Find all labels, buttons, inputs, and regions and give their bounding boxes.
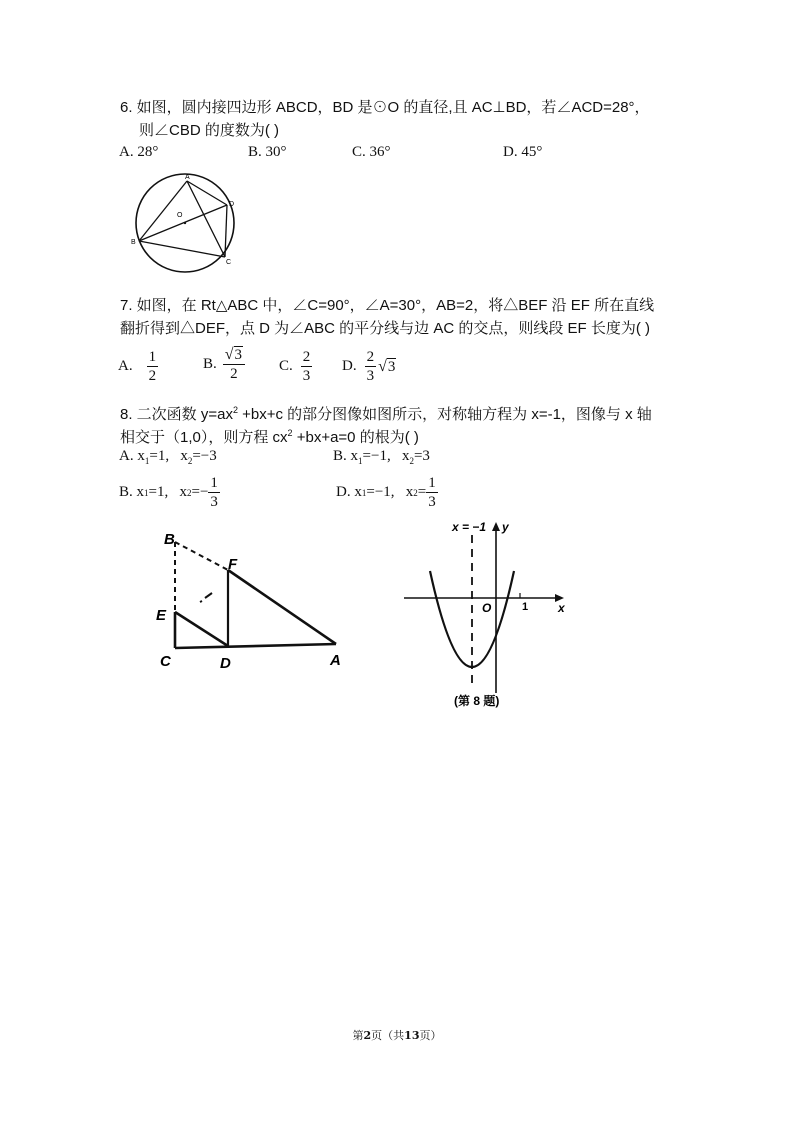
q7-stem-line1: 7. 如图，在 Rt△ABC 中，∠C=90°，∠A=30°，AB=2，将△BEF 沿 EF 所在直线	[120, 297, 655, 314]
q6-option-a: A. 28°	[119, 144, 159, 160]
q8-line2-a: 相交于（1,0），则方程 cx	[120, 429, 288, 446]
q8-x-label: x	[558, 601, 565, 615]
q7-option-a-num: 1	[148, 349, 157, 365]
q8-option-c-fraction: $\frac{1}{3}$	[210, 475, 218, 510]
q8-stem-line2	[120, 421, 419, 450]
q6-label-d: D	[229, 201, 235, 208]
q8-option-c: B. x 1 = 1 , x 2 = − $\frac{1}{3}$	[119, 475, 218, 510]
q7-option-b-fraction	[223, 346, 245, 383]
q8-option-b: B. $x_1=-1$, $x_2=3$	[333, 448, 430, 466]
q7-option-b-num: 3	[234, 347, 243, 363]
q7-label-a: A	[330, 652, 341, 669]
q7-option-a	[118, 348, 158, 385]
q8-axis-label: x = −1	[452, 520, 487, 534]
q8-origin-label: O	[482, 601, 492, 615]
q7-option-d-den: 3	[366, 368, 375, 384]
q6-circle-figure	[125, 170, 245, 280]
q6-option-d: D. 45°	[503, 144, 543, 160]
q7-option-a-den: 2	[148, 368, 157, 384]
q7-option-c	[279, 348, 312, 385]
q8-option-a: A. $x_1=1$, $x_2=-3$	[119, 448, 217, 466]
q7-option-b-letter: B.	[203, 356, 217, 372]
q7-option-b-sqrt: √ 3	[224, 346, 243, 363]
q7-option-c-num: 2	[302, 349, 311, 365]
q7-option-a-letter: A.	[118, 358, 133, 374]
q6-option-c: C. 36°	[352, 144, 391, 160]
q7-option-c-den: 3	[302, 368, 311, 384]
q8-option-d: D. x 1 = −1 , x 2 = $\frac{1}{3}$	[336, 475, 436, 510]
page-footer: 第2页（共13页）	[352, 1029, 442, 1042]
q7-option-d-num: 2	[366, 349, 375, 365]
q7-option-c-letter: C.	[279, 358, 293, 374]
q7-triangle-figure	[150, 520, 350, 680]
q7-option-c-fraction	[301, 348, 313, 385]
q6-stem-line2: 则∠CBD 的度数为( )	[139, 122, 279, 139]
footer-page-number: 2	[363, 1029, 372, 1042]
q7-option-b	[203, 346, 245, 383]
q7-option-d-fraction	[365, 348, 377, 385]
q8-caption: (第 8 题)	[454, 694, 500, 708]
q7-label-c: C	[160, 653, 171, 670]
q7-label-d: D	[220, 655, 231, 672]
q8-parabola-figure	[396, 513, 576, 713]
q8-line1-sup: 2	[232, 405, 238, 415]
q7-option-b-den: 2	[230, 366, 238, 382]
q7-option-d-rad: 3	[387, 359, 396, 375]
q6-label-o: O	[177, 212, 183, 219]
q7-label-e: E	[156, 607, 167, 624]
q7-label-f: F	[228, 556, 238, 573]
footer-total-pages: 13	[404, 1029, 420, 1042]
q7-stem-line2: 翻折得到△DEF，点 D 为∠ABC 的平分线与边 AC 的交点，则线段 EF 长度为( )	[120, 320, 651, 337]
q8-line2-sup: 2	[287, 428, 293, 438]
q7-option-d-letter: D.	[342, 358, 357, 374]
q6-option-b: B. 30°	[248, 144, 287, 160]
q7-option-d-sqrt: √ 3	[378, 358, 396, 375]
q7-option-a-fraction	[147, 348, 159, 385]
q6-label-b: B	[131, 239, 136, 246]
q7-label-b: B	[164, 531, 175, 548]
q8-line1-a: 8. 二次函数 y=ax	[120, 406, 233, 423]
q8-option-d-fraction: $\frac{1}{3}$	[428, 475, 436, 510]
q6-label-c: C	[226, 259, 232, 266]
q8-line1-b: +bx+c 的部分图像如图所示，对称轴方程为 x=-1，图像与 x 轴	[237, 406, 652, 423]
q8-line2-b: +bx+a=0 的根为( )	[292, 429, 419, 446]
q8-y-label: y	[502, 520, 509, 534]
q6-stem-line1: 6. 如图，圆内接四边形 ABCD，BD 是⊙O 的直径,且 AC⊥BD，若∠ACD=28°，	[120, 99, 650, 116]
q6-label-a: A	[185, 174, 190, 181]
q8-one-label: 1	[522, 601, 529, 613]
q7-option-d	[342, 348, 396, 385]
